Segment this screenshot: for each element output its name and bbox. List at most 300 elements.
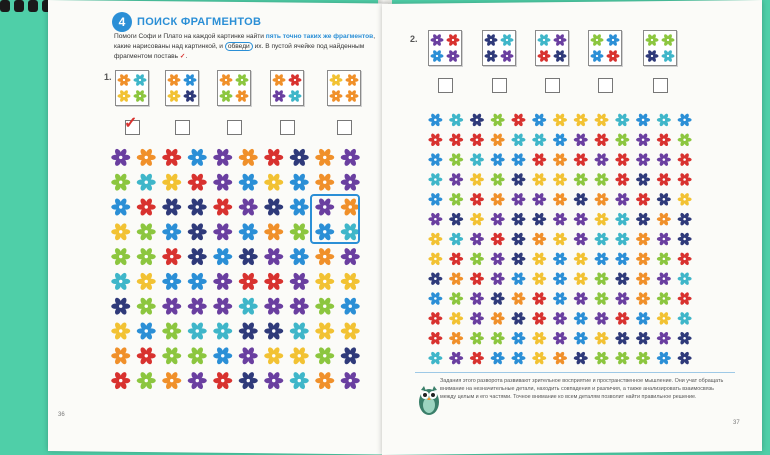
flower — [615, 252, 629, 266]
flower — [213, 297, 232, 316]
flower — [678, 153, 692, 167]
flower — [162, 321, 181, 340]
flower — [553, 272, 567, 286]
flower — [491, 232, 505, 246]
flower — [636, 311, 650, 325]
flower — [532, 232, 546, 246]
card-flower — [330, 89, 343, 102]
flower — [657, 232, 671, 246]
flower — [315, 346, 334, 365]
flower — [315, 247, 334, 266]
fragment-card — [643, 30, 677, 66]
flower — [111, 321, 130, 340]
card-flower — [289, 89, 302, 102]
flower — [264, 148, 283, 167]
flower — [553, 192, 567, 206]
flower — [470, 351, 484, 365]
flower — [657, 252, 671, 266]
card-flower — [607, 33, 620, 46]
flower — [595, 172, 609, 186]
flower — [213, 321, 232, 340]
card-flower — [662, 49, 675, 62]
card-flower — [538, 33, 551, 46]
flower — [428, 351, 442, 365]
flower — [678, 113, 692, 127]
flower — [595, 252, 609, 266]
flower — [615, 153, 629, 167]
right-flower-grid — [425, 110, 695, 368]
flower — [188, 272, 207, 291]
flower — [511, 153, 525, 167]
flower — [678, 351, 692, 365]
flower — [678, 331, 692, 345]
flower — [290, 222, 309, 241]
flower — [595, 272, 609, 286]
flower — [188, 197, 207, 216]
flower — [491, 311, 505, 325]
flower — [264, 222, 283, 241]
flower — [239, 173, 258, 192]
flower — [188, 371, 207, 390]
fragment-card — [270, 70, 304, 106]
instruction-part2: , какие нарисованы над картинкой, и — [114, 33, 376, 50]
flower — [264, 272, 283, 291]
flower — [213, 173, 232, 192]
flower — [213, 148, 232, 167]
flower — [137, 321, 156, 340]
card-flower — [236, 73, 249, 86]
flower — [532, 153, 546, 167]
flower — [532, 212, 546, 226]
flower — [341, 247, 360, 266]
section-title: ПОИСК ФРАГМЕНТОВ — [137, 16, 262, 28]
flower — [428, 133, 442, 147]
flower — [137, 297, 156, 316]
flower — [449, 311, 463, 325]
fragment-card — [115, 70, 149, 106]
flower — [290, 197, 309, 216]
flower — [657, 153, 671, 167]
flower — [615, 172, 629, 186]
flower — [449, 351, 463, 365]
card-flower — [554, 49, 567, 62]
flower — [511, 252, 525, 266]
flower — [239, 247, 258, 266]
fragment-card — [482, 30, 516, 66]
flower — [636, 153, 650, 167]
flower — [111, 346, 130, 365]
flower — [574, 212, 588, 226]
flower — [574, 133, 588, 147]
flower — [449, 113, 463, 127]
flower — [532, 291, 546, 305]
flower — [595, 232, 609, 246]
flower — [449, 272, 463, 286]
card-flower — [330, 73, 343, 86]
flower — [511, 351, 525, 365]
flower — [532, 192, 546, 206]
flower — [213, 222, 232, 241]
card-flower — [273, 73, 286, 86]
flower — [595, 212, 609, 226]
flower — [315, 222, 334, 241]
flower — [162, 371, 181, 390]
flower — [111, 371, 130, 390]
flower — [162, 173, 181, 192]
flower — [678, 133, 692, 147]
flower — [657, 272, 671, 286]
flower — [491, 133, 505, 147]
card-flower — [554, 33, 567, 46]
flower — [428, 212, 442, 226]
card-flower — [501, 33, 514, 46]
fragment-card — [165, 70, 199, 106]
flower — [315, 272, 334, 291]
flower — [449, 252, 463, 266]
flower — [553, 212, 567, 226]
flower — [678, 291, 692, 305]
flower — [574, 232, 588, 246]
flower — [239, 297, 258, 316]
flower — [239, 321, 258, 340]
flower — [678, 212, 692, 226]
flower — [615, 311, 629, 325]
note-divider — [415, 372, 735, 373]
instruction-text — [114, 32, 380, 62]
instruction-circled-word: обведи — [225, 42, 253, 51]
exercise-2-label: 2. — [410, 34, 418, 44]
flower — [470, 153, 484, 167]
parent-note: Задания этого разворота развивают зрительное восприятие и пространственное мышление. Они учат обращать внимание на незначительные детали, находить совпадения и различия, а также анализировать взаимосвязь между целым и его частями. Точное внимание ко всем деталям позволит найти правильное решение. — [440, 378, 724, 400]
flower — [290, 173, 309, 192]
flower — [657, 212, 671, 226]
flower — [636, 192, 650, 206]
flower — [511, 172, 525, 186]
flower — [491, 331, 505, 345]
flower — [491, 212, 505, 226]
flower — [532, 351, 546, 365]
card-flower — [289, 73, 302, 86]
flower — [137, 148, 156, 167]
flower — [532, 113, 546, 127]
flower — [532, 133, 546, 147]
flower — [636, 133, 650, 147]
flower — [315, 297, 334, 316]
card-flower — [447, 49, 460, 62]
answer-checkbox[interactable] — [175, 120, 190, 135]
flower — [595, 153, 609, 167]
flower — [553, 291, 567, 305]
flower — [615, 291, 629, 305]
flower — [341, 197, 360, 216]
flower — [574, 311, 588, 325]
flower — [111, 247, 130, 266]
flower — [449, 133, 463, 147]
card-flower — [607, 49, 620, 62]
flower — [137, 173, 156, 192]
flower — [470, 113, 484, 127]
card-flower — [431, 33, 444, 46]
flower — [553, 331, 567, 345]
card-flower — [485, 33, 498, 46]
card-flower — [538, 49, 551, 62]
flower — [574, 291, 588, 305]
flower — [678, 252, 692, 266]
flower — [615, 192, 629, 206]
flower — [341, 371, 360, 390]
flower — [574, 153, 588, 167]
instruction-part1: Помоги Софи и Плато на каждой картинке найти — [114, 33, 266, 40]
flower — [188, 346, 207, 365]
flower — [511, 192, 525, 206]
flower — [315, 197, 334, 216]
flower — [213, 272, 232, 291]
flower — [470, 272, 484, 286]
card-flower — [447, 33, 460, 46]
flower — [470, 212, 484, 226]
flower — [428, 331, 442, 345]
card-flower — [184, 73, 197, 86]
flower — [264, 346, 283, 365]
flower — [574, 272, 588, 286]
flower — [111, 297, 130, 316]
answer-checkbox[interactable] — [492, 78, 507, 93]
flower — [574, 252, 588, 266]
flower — [428, 172, 442, 186]
card-flower — [220, 89, 233, 102]
flower — [470, 331, 484, 345]
flower — [491, 172, 505, 186]
flower — [264, 321, 283, 340]
right-page-number: 37 — [733, 420, 740, 426]
fragment-card — [327, 70, 361, 106]
flower — [615, 232, 629, 246]
flower — [553, 351, 567, 365]
flower — [532, 172, 546, 186]
card-flower — [184, 89, 197, 102]
card-flower — [273, 89, 286, 102]
flower — [615, 212, 629, 226]
card-flower — [118, 73, 131, 86]
flower — [511, 212, 525, 226]
flower — [239, 148, 258, 167]
fragment-card — [428, 30, 462, 66]
flower — [188, 297, 207, 316]
flower — [491, 192, 505, 206]
card-flower — [591, 33, 604, 46]
flower — [449, 192, 463, 206]
flower — [162, 346, 181, 365]
flower — [470, 133, 484, 147]
flower — [111, 148, 130, 167]
flower — [137, 272, 156, 291]
card-flower — [346, 89, 359, 102]
flower — [428, 291, 442, 305]
flower — [553, 232, 567, 246]
flower — [574, 331, 588, 345]
flower — [162, 222, 181, 241]
flower — [341, 297, 360, 316]
flower — [636, 331, 650, 345]
flower — [264, 247, 283, 266]
flower — [595, 351, 609, 365]
flower — [290, 371, 309, 390]
flower — [636, 212, 650, 226]
flower — [137, 371, 156, 390]
flower — [595, 192, 609, 206]
flower — [162, 197, 181, 216]
flower — [657, 172, 671, 186]
flower — [615, 272, 629, 286]
flower — [213, 346, 232, 365]
fragment-card — [217, 70, 251, 106]
flower — [239, 371, 258, 390]
flower — [428, 153, 442, 167]
flower — [239, 272, 258, 291]
flower — [615, 113, 629, 127]
flower — [449, 232, 463, 246]
card-flower — [220, 73, 233, 86]
flower — [491, 113, 505, 127]
flower — [428, 311, 442, 325]
answer-checkbox[interactable] — [438, 78, 453, 93]
flower — [449, 153, 463, 167]
flower — [428, 192, 442, 206]
flower — [264, 197, 283, 216]
flower — [511, 272, 525, 286]
flower — [511, 331, 525, 345]
flower — [511, 311, 525, 325]
flower — [290, 321, 309, 340]
card-flower — [431, 49, 444, 62]
flower — [137, 222, 156, 241]
flower — [290, 272, 309, 291]
flower — [532, 311, 546, 325]
instruction-part3: их. В пустой ячейке под найденным фрагментом поставь — [114, 43, 365, 60]
flower — [449, 331, 463, 345]
fragment-card — [535, 30, 569, 66]
flower — [491, 153, 505, 167]
instruction-period: . — [185, 53, 188, 60]
flower — [315, 148, 334, 167]
flower — [595, 291, 609, 305]
flower — [553, 311, 567, 325]
flower — [264, 371, 283, 390]
flower — [678, 311, 692, 325]
owl-mascot-icon — [418, 382, 440, 416]
flower — [657, 113, 671, 127]
card-flower — [134, 73, 147, 86]
answer-checkbox[interactable] — [280, 120, 295, 135]
flower — [470, 172, 484, 186]
instruction-highlight: пять точно таких же фрагментов — [265, 33, 374, 40]
flower — [574, 192, 588, 206]
flower — [678, 272, 692, 286]
flower — [162, 148, 181, 167]
flower — [657, 291, 671, 305]
flower — [428, 232, 442, 246]
flower — [636, 272, 650, 286]
flower — [491, 272, 505, 286]
flower — [428, 252, 442, 266]
card-flower — [646, 33, 659, 46]
flower — [428, 113, 442, 127]
flower — [678, 232, 692, 246]
flower — [264, 173, 283, 192]
answer-checkbox[interactable] — [545, 78, 560, 93]
task-number-badge: 4 — [112, 12, 132, 32]
flower — [111, 173, 130, 192]
card-flower — [485, 49, 498, 62]
flower — [111, 222, 130, 241]
fragment-card — [588, 30, 622, 66]
flower — [511, 232, 525, 246]
flower — [188, 148, 207, 167]
flower — [678, 172, 692, 186]
flower — [188, 173, 207, 192]
flower — [264, 297, 283, 316]
answer-checkbox[interactable] — [337, 120, 352, 135]
flower — [162, 247, 181, 266]
card-flower — [118, 89, 131, 102]
flower — [553, 113, 567, 127]
flower — [636, 351, 650, 365]
card-flower — [646, 49, 659, 62]
flower — [213, 371, 232, 390]
flower — [636, 232, 650, 246]
flower — [657, 192, 671, 206]
flower — [341, 148, 360, 167]
flower — [239, 346, 258, 365]
flower — [341, 272, 360, 291]
flower — [137, 346, 156, 365]
check-mark-icon: ✓ — [124, 115, 138, 132]
answer-checkbox[interactable] — [653, 78, 668, 93]
flower — [188, 321, 207, 340]
flower — [470, 311, 484, 325]
flower — [574, 351, 588, 365]
flower — [491, 291, 505, 305]
flower — [491, 351, 505, 365]
card-flower — [346, 73, 359, 86]
flower — [111, 197, 130, 216]
flower — [428, 272, 442, 286]
flower — [615, 351, 629, 365]
flower — [470, 192, 484, 206]
flower — [315, 321, 334, 340]
flower — [341, 321, 360, 340]
flower — [290, 297, 309, 316]
flower — [657, 331, 671, 345]
answer-checkbox[interactable] — [598, 78, 613, 93]
answer-checkbox[interactable] — [227, 120, 242, 135]
flower — [188, 222, 207, 241]
flower — [511, 291, 525, 305]
card-flower — [662, 33, 675, 46]
flower — [449, 212, 463, 226]
flower — [290, 346, 309, 365]
flower — [595, 311, 609, 325]
card-flower — [134, 89, 147, 102]
card-flower — [168, 73, 181, 86]
flower — [574, 172, 588, 186]
flower — [162, 272, 181, 291]
flower — [532, 331, 546, 345]
flower — [657, 133, 671, 147]
flower — [449, 291, 463, 305]
flower — [341, 222, 360, 241]
flower — [595, 113, 609, 127]
